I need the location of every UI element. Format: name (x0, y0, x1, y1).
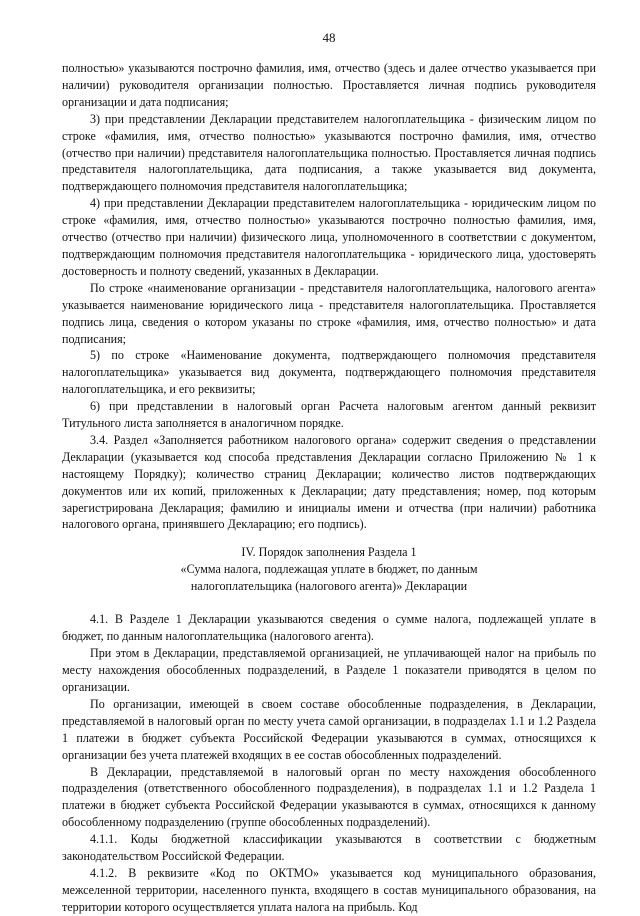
paragraph: При этом в Декларации, представляемой организацией, не уплачивающей налог на прибыль по месту нахождения обособленных подразделений, в Разделе 1 показатели приводятся в целом по организации. (62, 646, 596, 694)
paragraph: 3) при представлении Декларации представителем налогоплательщика - физическим лицом по строке «фамилия, имя, отчество полностью» указываются построчно фамилия, имя, отчество (отчество при наличии) представителя налогоплательщика полностью. Проставляется личная подпись представителя налогоплательщика, дата подписания, а также указывается вид документа, подтверждающего полномочия представителя налогоплательщика; (62, 111, 596, 194)
section-heading-line: налогоплательщика (налогового агента)» Декларации (190, 579, 468, 594)
section-heading-line: IV. Порядок заполнения Раздела 1 (241, 545, 417, 560)
paragraph: полностью» указываются построчно фамилия, имя, отчество (здесь и далее отчество указывается при наличии) руководителя организации полностью. Проставляется личная подпись руководителя организации и дата подписания; (62, 61, 596, 109)
body-text-bottom (62, 611, 596, 915)
paragraph: По строке «наименование организации - представителя налогоплательщика, налогового агента» указывается наименование юридического лица - представителя налогоплательщика. Проставляется подпись лица, сведения о котором указаны по строке «фамилия, имя, отчество полностью» и дата подписания; (62, 280, 596, 346)
paragraph: 4.1.1. Коды бюджетной классификации указываются в соответствии с бюджетным законодательством Российской Федерации. (62, 832, 596, 864)
paragraph: 4.1. В Разделе 1 Декларации указываются сведения о сумме налога, подлежащей уплате в бюджет, по данным налогоплательщика (налогового агента). (62, 612, 596, 644)
section-heading-line: «Сумма налога, подлежащая уплате в бюджет, по данным (180, 562, 478, 577)
paragraph: 4.1.2. В реквизите «Код по ОКТМО» указывается код муниципального образования, межселенной территории, населенного пункта, входящего в состав муниципального образования, на территории которого осуществляется уплата налога на прибыль. Код (62, 865, 596, 914)
paragraph: 5) по строке «Наименование документа, подтверждающего полномочия представителя налогоплательщика» указывается вид документа, подтверждающего полномочия представителя налогоплательщика, и его реквизиты; (62, 348, 596, 397)
paragraph: 3.4. Раздел «Заполняется работником налогового органа» содержит сведения о представлении Декларации (указывается код способа представления Декларации согласно Приложению № 1 к настоящему Порядку); количество страниц Декларации; количество листов подтверждающих документов или их копий, приложенных к Декларации; дату представления; номер, под которым зарегистрирована Декларация; фамилию и инициалы имени и отчества (при наличии) работника налогового органа, принявшего Декларацию; его подпись). (62, 432, 596, 532)
section-heading (62, 544, 596, 595)
paragraph: По организации, имеющей в своем составе обособленные подразделения, в Декларации, представляемой в налоговый орган по месту учета самой организации, в подразделах 1.1 и 1.2 Раздела 1 платежи в бюджет субъекта Российской Федерации указываются в суммах, относящихся к организации без учета платежей входящих в ее состав обособленных подразделений. (62, 696, 596, 762)
paragraph: В Декларации, представляемой в налоговый орган по месту нахождения обособленного подразделения (ответственного обособленного подразделения), в подразделах 1.1 и 1.2 Раздела 1 платежи в бюджет субъекта Российской Федерации указываются в суммах, относящихся к данному обособленному подразделению (группе обособленных подразделений). (62, 764, 596, 830)
paragraph: 4) при представлении Декларации представителем налогоплательщика - юридическим лицом по строке «фамилия, имя, отчество полностью» указываются построчно полностью фамилия, имя, отчество (отчество при наличии) физического лица, уполномоченного в соответствии с документом, подтверждающим полномочия представителя налогоплательщика - юридического лица, удостоверять достоверность и полноту сведений, указанных в Декларации. (62, 196, 596, 278)
paragraph: 6) при представлении в налоговый орган Расчета налоговым агентом данный реквизит Титульного листа заполняется в аналогичном порядке. (62, 399, 596, 431)
page-number: 48 (322, 30, 336, 45)
body-text-top (62, 60, 596, 533)
